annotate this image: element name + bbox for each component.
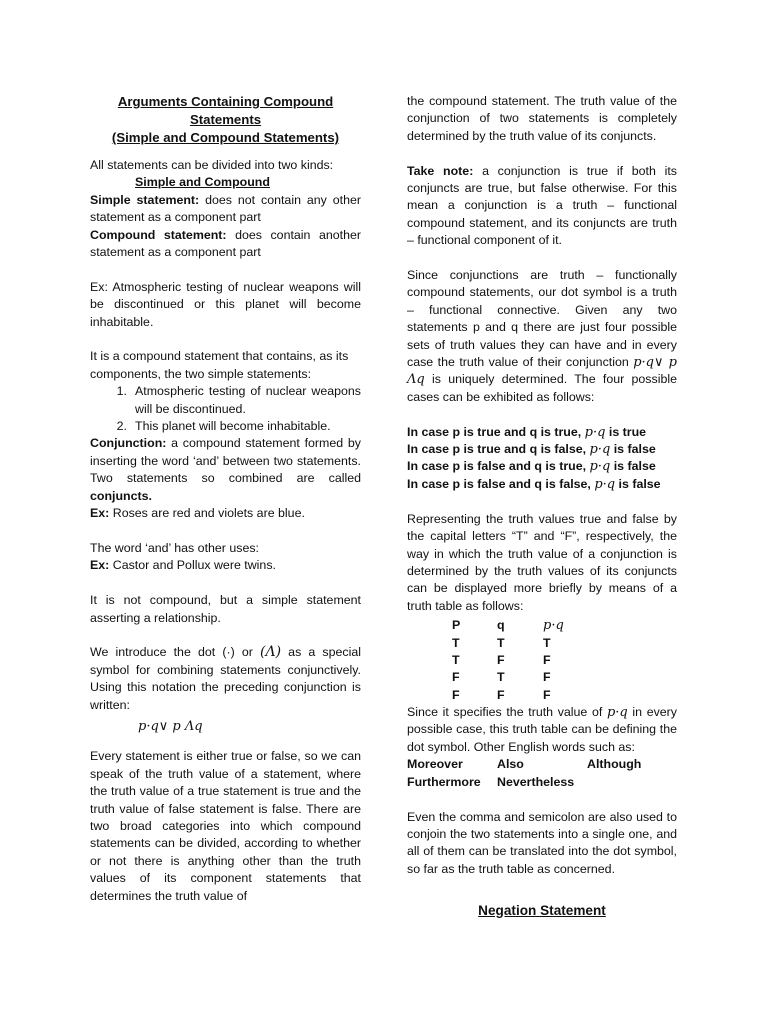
truth-table-row: T T T (452, 635, 551, 650)
negation-heading: Negation Statement (478, 902, 606, 918)
truth-cases-list (407, 424, 677, 494)
since-conjunctions-text: Since conjunctions are truth – functionally compound statements, our dot symbol is a truth – functional connective. Given any two statements p and q there are just four possible sets of truth values they can have and in every case the truth value of their conjunction p·q∨ p Λq is uniquely determined. The four possible cases can be exhibited as follows: (407, 268, 677, 404)
component-list (90, 383, 361, 435)
continuation-text: the compound statement. The truth value of the conjunction of two statements is completely determined by the truth value of its conjuncts. (407, 94, 677, 143)
not-compound-text: It is not compound, but a simple statement asserting a relationship. (90, 593, 361, 625)
intro-text: All statements can be divided into two kinds: (90, 158, 334, 172)
conjunction-formula: p·q∨ p Λq (138, 718, 203, 734)
truth-table-row: F T F (452, 670, 551, 685)
comma-semicolon-text: Even the comma and semicolon are also used to conjoin the two statements into a single one, and all of them can be translated into the dot symbol, so far as the truth table as concerned. (407, 809, 677, 876)
representing-text: Representing the truth values true and false by the capital letters “T” and “F”, respectively, the way in which the truth value of a conjunction is determined by the truth values of its conjuncts can be displayed more briefly by means of a truth table as follows: (407, 511, 677, 613)
simple-definition: Simple statement: does not contain any other statement as a component part (90, 192, 362, 225)
english-words: Moreover Also Although Furthermore Nevertheless (407, 757, 642, 789)
case-line: In case p is false and q is false, p·q is false (407, 476, 661, 492)
document-title: Arguments Containing Compound Statements (Simple and Compound Statements) (111, 94, 340, 145)
take-note: Take note: a conjunction is true if both its conjuncts are true, but false otherwise. For this mean a conjunction is a truth – functional compound statement, and its conjuncts are truth – functional component of it. (407, 163, 678, 248)
example-atmospheric: Ex: Atmospheric testing of nuclear weapons will be discontinued or this planet will become inhabitable. (90, 279, 361, 329)
compound-description: It is a compound statement that contains, as its components, the two simple statements: (90, 349, 349, 381)
truth-table-row: T F F (452, 652, 551, 667)
case-line: In case p is true and q is false, p·q is false (407, 442, 656, 458)
conjunction-definition: Conjunction: a compound statement formed by inserting the word ‘and’ between two statements. Two statements so combined are called conjuncts. (90, 436, 361, 503)
every-statement-text: Every statement is either true or false, so we can speak of the truth value of a statement, where the truth value of a true statement is true and the truth value of false statement is false. There are two broad categories into which compound statements can be divided, according to whether or not there is anything other than the truth values of its component statements that determines the truth value of (90, 749, 361, 903)
and-uses: The word ‘and’ has other uses: (90, 540, 259, 555)
truth-table-row: F F F (452, 687, 551, 702)
case-line: In case p is true and q is true, p·q is true (407, 424, 647, 440)
truth-table (452, 617, 677, 704)
compound-definition: Compound statement: does contain another statement as a component part (90, 227, 361, 260)
list-item: 2. This planet will become inhabitable. (116, 419, 331, 434)
right-column (407, 93, 677, 919)
case-line: In case p is false and q is true, p·q is false (407, 459, 656, 475)
example-castor: Ex: Castor and Pollux were twins. (90, 558, 276, 573)
kinds-subheading: Simple and Compound (135, 175, 270, 190)
example-roses: Ex: Roses are red and violets are blue. (90, 506, 305, 521)
dot-introduction: We introduce the dot (·) or (Λ) as a special symbol for combining statements conjunctively. Using this notation the preceding conjunction is written: (90, 644, 361, 712)
left-column (90, 93, 361, 905)
specifies-text: Since it specifies the truth value of p·q in every possible case, this truth table can be defining the dot symbol. Other English words such as: (407, 705, 678, 754)
list-item: 1. Atmospheric testing of nuclear weapons will be discontinued. (116, 384, 361, 416)
truth-table-header: P q p·q (452, 618, 564, 634)
